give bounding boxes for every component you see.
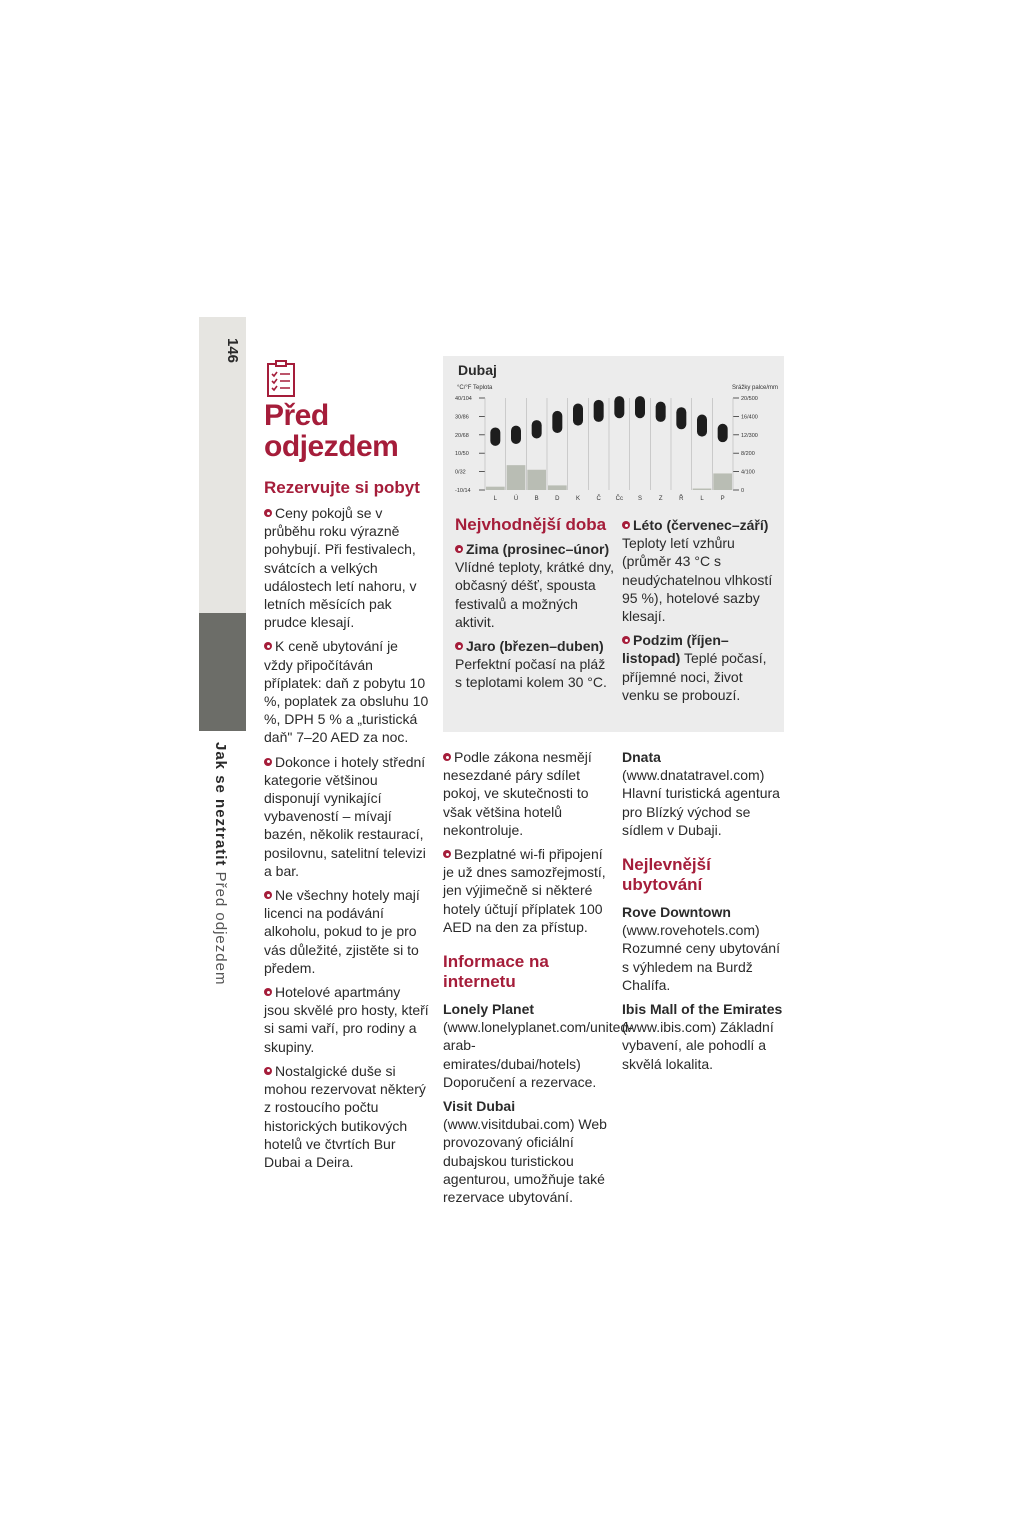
season-item: Léto (červenec–září) Teploty letí vzhůru (průměr 43 °C s neudýchatelnou vlhkostí 95 %), hotelové sazby klesají. — [622, 517, 773, 625]
rainfall-bar — [527, 470, 546, 490]
bullet-icon — [455, 642, 463, 650]
list-item: Podle zákona nesmějí nesezdané páry sdílet pokoj, ve skutečnosti to však většina hotelů nekontroluje. — [443, 749, 592, 838]
rainfall-bar — [507, 465, 526, 490]
right-tick-label: 20/500 — [741, 396, 758, 402]
bullet-icon — [455, 545, 463, 553]
page-number: 146 — [224, 338, 241, 364]
rainfall-bar — [713, 473, 732, 490]
list-item: Visit Dubai (www.visitdubai.com) Web provozovaný oficiální dubajskou turistickou agenturou, umožňuje také rezervace ubytování. — [443, 1098, 607, 1206]
left-axis-label: °C/°F Teplota — [457, 385, 493, 391]
temperature-range-bar — [490, 427, 500, 445]
list-item: Dnata (www.dnatatravel.com) Hlavní turistická agentura pro Blízký východ se sídlem v Dubaji. — [622, 749, 780, 838]
month-label: Ř — [679, 496, 684, 502]
bullet-icon — [264, 988, 272, 996]
list-item: K ceně ubytování je vždy připočítáván příplatek: daň z pobytu 10 %, poplatek za obsluhu 10 %, DPH 5 % a „turistická daň" 7–20 AED za noc. — [264, 638, 429, 746]
month-label: B — [534, 496, 539, 502]
bullet-icon — [264, 758, 272, 766]
rainfall-bar — [486, 487, 505, 490]
season-item: Jaro (březen–duben) Perfektní počasí na pláž s teplotami kolem 30 °C. — [455, 638, 607, 691]
checklist-document-icon — [264, 360, 300, 398]
left-tick-label: 0/32 — [455, 469, 466, 476]
rainfall-bar — [548, 485, 567, 490]
right-tick-label: 0 — [741, 488, 745, 494]
left-tick-label: 20/68 — [455, 432, 469, 439]
temperature-range-bar — [511, 426, 521, 444]
month-label: Č — [596, 496, 601, 502]
temperature-range-bar — [718, 424, 728, 442]
list-item: Dokonce i hotely střední kategorie většinou disponují vynikající vybaveností – mívají bazén, několik restaurací, posilovnu, satelitní televizi a bar. — [264, 753, 426, 879]
temperature-range-bar — [697, 415, 707, 437]
left-tick-label: 40/104 — [455, 396, 472, 402]
right-tick-label: 4/100 — [741, 469, 755, 476]
list-item: Ceny pokojů se v průběhu roku výrazně pohybují. Při festivalech, svátcích a velkých událostech letí nahoru, v letních měsících pak prudce klesají. — [264, 505, 417, 631]
right-tick-label: 16/400 — [741, 414, 758, 421]
cheapest-heading: Nejlevnější ubytování — [622, 855, 711, 895]
list-item: Nostalgické duše si mohou rezervovat některý z rostoucího počtu historických butikových hotelů ve čtvrtích Bur Dubai a Deira. — [264, 1062, 426, 1170]
month-label: Z — [658, 496, 663, 502]
list-item: Bezplatné wi-fi připojení je už dnes samozřejmostí, jen výjimečně si některé hotely účtují příplatek 100 AED na den za přístup. — [443, 846, 606, 935]
month-label: P — [720, 496, 725, 502]
month-label: S — [637, 496, 643, 502]
temperature-range-bar — [532, 420, 542, 438]
season-item: Podzim (říjen–listopad) Teplé počasí, příjemné noci, život venku se probouzí. — [622, 632, 767, 703]
month-label: Čc — [615, 496, 624, 502]
month-label: L — [700, 496, 704, 502]
bullet-icon — [622, 636, 630, 644]
rainfall-bar — [693, 489, 712, 490]
season-item: Zima (prosinec–únor) Vlídné teploty, krátké dny, občasný déšť, spousta festivalů a možných aktivit. — [455, 541, 615, 630]
side-chapter-name: Před odjezdem — [212, 871, 229, 986]
list-item: Ne všechny hotely mají licenci na podávání alkoholu, pokud to je pro vás důležité, zjistěte si to předem. — [264, 887, 420, 976]
side-section-label — [212, 742, 229, 985]
list-item: Ibis Mall of the Emirates (www.ibis.com) Základní vybavení, ale pohodlí a skvělá lokalita. — [622, 1001, 783, 1072]
list-item: Hotelové apartmány jsou skvělé pro hosty, kteří si sami vaří, pro rodiny a skupiny. — [264, 984, 429, 1055]
chart-title: Dubaj — [458, 362, 497, 378]
side-section-name: Jak se neztratit — [212, 742, 229, 867]
bullet-icon — [622, 521, 630, 529]
bullet-icon — [264, 1067, 272, 1075]
month-label: Ú — [513, 496, 519, 502]
bullet-icon — [443, 850, 451, 858]
climate-right — [622, 516, 777, 710]
column-3 — [622, 748, 784, 1079]
right-tick-label: 8/200 — [741, 451, 755, 458]
bullet-icon — [264, 891, 272, 899]
list-item: Lonely Planet (www.lonelyplanet.com/united-arab-emirates/dubai/hotels) Doporučení a rezervace. — [443, 1001, 633, 1090]
left-tick-label: -10/14 — [455, 488, 471, 494]
best-time-heading: Nejvhodnější doba — [455, 515, 607, 534]
bullet-icon — [443, 753, 451, 761]
temperature-range-bar — [656, 402, 666, 422]
left-tick-label: 10/50 — [455, 451, 469, 458]
temperature-range-bar — [635, 396, 645, 418]
bullet-icon — [264, 642, 272, 650]
month-label: K — [575, 496, 581, 502]
temperature-range-bar — [552, 411, 562, 433]
internet-heading: Informace na internetu — [443, 952, 549, 992]
climate-chart — [455, 378, 780, 504]
month-label: L — [493, 496, 498, 502]
temperature-range-bar — [614, 396, 624, 418]
side-tab-dark — [199, 613, 246, 731]
page-title: Před odjezdem — [264, 399, 399, 463]
temperature-range-bar — [676, 407, 686, 429]
climate-left — [455, 514, 615, 698]
temperature-range-bar — [573, 404, 583, 426]
bullet-icon — [264, 509, 272, 517]
month-label: D — [555, 496, 560, 502]
left-tick-label: 30/86 — [455, 414, 469, 421]
right-axis-label: Srážky palce/mm — [731, 385, 778, 391]
booking-heading: Rezervujte si pobyt — [264, 478, 420, 497]
list-item: Rove Downtown (www.rovehotels.com) Rozumné ceny ubytování s výhledem na Burdž Chalífa. — [622, 904, 780, 993]
column-2 — [443, 748, 633, 1212]
temperature-range-bar — [594, 400, 604, 422]
right-tick-label: 12/300 — [741, 432, 758, 439]
column-1 — [264, 478, 429, 1177]
